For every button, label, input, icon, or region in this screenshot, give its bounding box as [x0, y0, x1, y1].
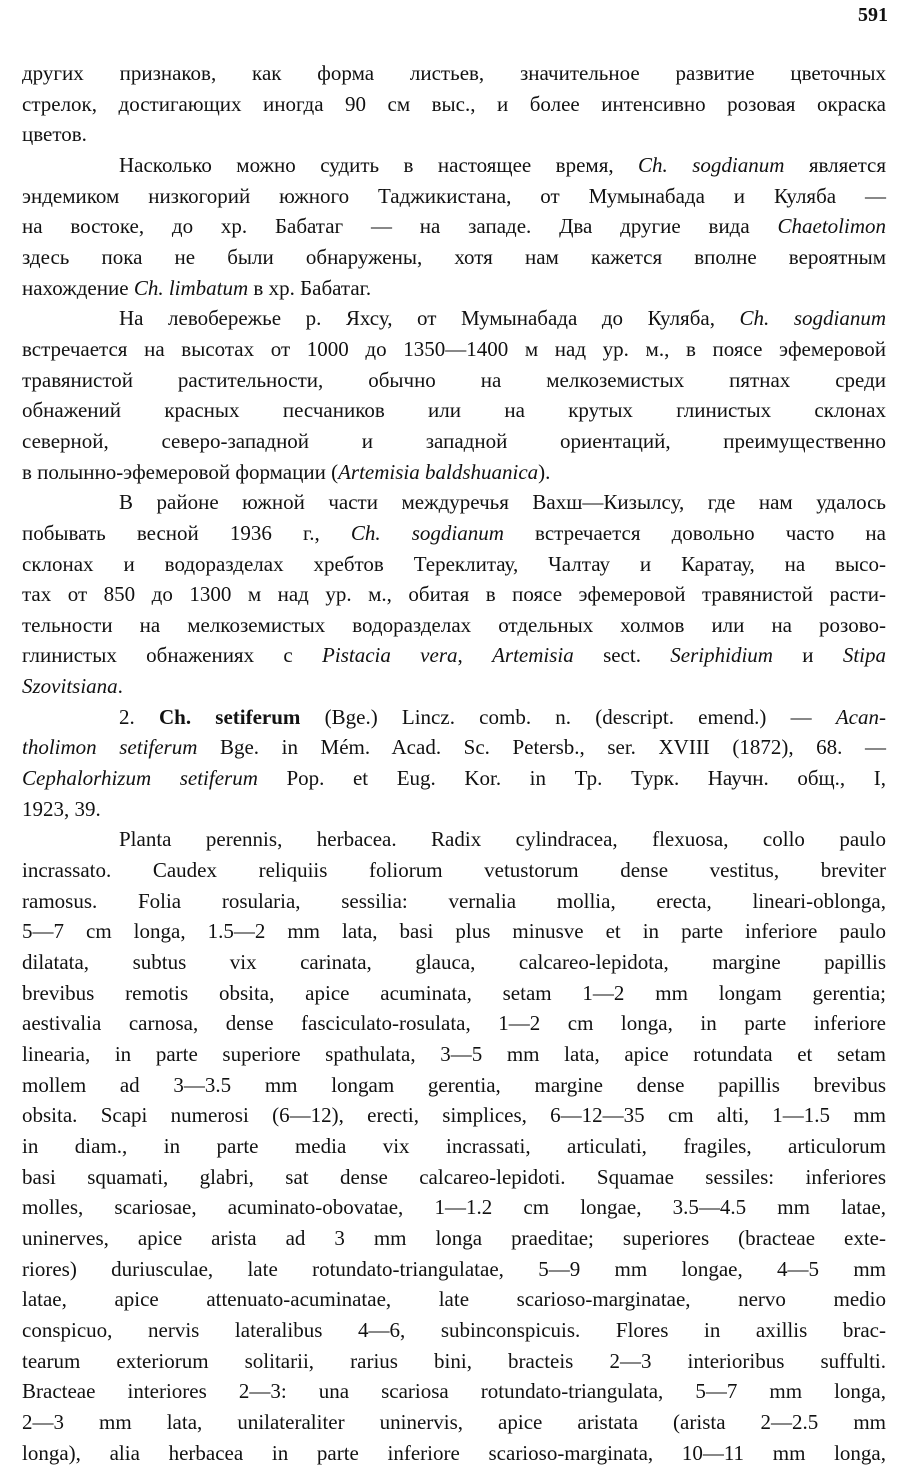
line-content	[22, 89, 886, 120]
bold-taxon: Ch. setiferum	[158, 704, 301, 729]
line-content	[22, 1223, 886, 1254]
text-line	[22, 211, 886, 242]
text-run: стрелок, достигающих иногда 90 см выс., и более интенсивно розовая окраска	[22, 91, 886, 116]
text-run: 2.	[119, 704, 159, 729]
text-run: В районе южной части междуречья Вахш—Кизылсу, где нам удалось	[119, 490, 886, 515]
text-line	[22, 1131, 886, 1162]
line-content	[22, 1100, 886, 1131]
line-content	[22, 579, 886, 610]
text-run: uninerves, apice arista ad 3 mm longa praeditae; superiores (bracteae exte-	[22, 1225, 886, 1250]
line-content	[22, 640, 886, 671]
text-run: latae, apice attenuato-acuminatae, late scarioso-marginatae, nervo medio	[22, 1287, 886, 1312]
text-run: brevibus remotis obsita, apice acuminata, setam 1—2 mm longam gerentia;	[22, 980, 886, 1005]
italic-taxon: Pistacia vera	[322, 643, 458, 668]
line-content	[22, 1162, 886, 1193]
line-content	[22, 1346, 886, 1377]
line-content	[22, 794, 101, 825]
text-line	[22, 855, 886, 886]
line-content	[22, 119, 87, 150]
text-line	[22, 1407, 886, 1438]
text-line	[22, 58, 886, 89]
text-line	[22, 242, 886, 273]
text-run: травянистой растительности, обычно на мелкоземистых пятнах среди	[22, 367, 886, 392]
text-line	[22, 1315, 886, 1346]
line-content	[22, 242, 886, 273]
text-line	[22, 947, 886, 978]
text-run: тах от 850 до 1300 м над ур. м., обитая в поясе эфемеровой травянистой расти-	[22, 582, 886, 607]
text-run: побывать весной 1936 г.,	[22, 520, 351, 545]
line-content	[22, 916, 886, 947]
text-run: incrassato. Caudex reliquiis foliorum vetustorum dense vestitus, breviter	[22, 858, 886, 883]
text-line	[22, 794, 886, 825]
line-content	[22, 426, 886, 457]
line-content	[22, 1407, 886, 1438]
italic-taxon: Stipa	[842, 643, 886, 668]
text-line	[22, 273, 886, 304]
text-run: Bracteae interiores 2—3: una scariosa rotundato-triangulata, 5—7 mm longa,	[22, 1379, 886, 1404]
text-run: basi squamati, glabri, sat dense calcareo-lepidoti. Squamae sessiles: inferiores	[22, 1164, 886, 1189]
text-line	[22, 334, 886, 365]
text-run: in diam., in parte media vix incrassati, articulati, fragiles, articulorum	[22, 1133, 886, 1158]
text-run: sect.	[573, 643, 671, 668]
line-content	[22, 549, 886, 580]
text-line	[22, 640, 886, 671]
text-run: dilatata, subtus vix carinata, glauca, calcareo-lepidota, margine papillis	[22, 950, 886, 975]
line-content	[22, 947, 886, 978]
text-line	[22, 671, 886, 702]
text-line	[22, 549, 886, 580]
line-content	[22, 978, 886, 1009]
text-line	[22, 610, 886, 641]
line-content	[22, 1284, 886, 1315]
line-content	[22, 1039, 886, 1070]
italic-taxon: Chaetolimon	[777, 214, 886, 239]
text-run: склонах и водоразделах хребтов Тереклитау, Чалтау и Каратау, на высо-	[22, 551, 886, 576]
text-run: северной, северо-западной и западной ориентаций, преимущественно	[22, 428, 886, 453]
text-run: tearum exteriorum solitarii, rarius bini, bracteis 2—3 interioribus suffulti.	[22, 1348, 886, 1373]
text-run: (Bge.) Lincz. comb. n. (descript. emend.) —	[300, 704, 836, 729]
text-line	[22, 886, 886, 917]
line-content	[119, 303, 886, 334]
text-line	[22, 395, 886, 426]
line-content	[22, 211, 886, 242]
text-run: molles, scariosae, acuminato-obovatae, 1—1.2 cm longae, 3.5—4.5 mm latae,	[22, 1195, 886, 1220]
text-line	[22, 1438, 886, 1469]
text-line	[22, 1008, 886, 1039]
line-content	[22, 457, 550, 488]
text-run: здесь пока не были обнаружены, хотя нам кажется вполне вероятным	[22, 244, 886, 269]
text-line	[22, 487, 886, 518]
text-line	[22, 1223, 886, 1254]
text-run: ramosus. Folia rosularia, sessilia: vernalia mollia, erecta, lineari-oblonga,	[22, 888, 886, 913]
line-content	[22, 732, 886, 763]
italic-taxon: Ch. sogdianum	[350, 520, 504, 545]
italic-taxon: Artemisia	[492, 643, 574, 668]
line-content	[22, 763, 886, 794]
text-line	[22, 1039, 886, 1070]
line-content	[119, 150, 886, 181]
line-content	[119, 702, 886, 733]
text-run: цветов.	[22, 122, 87, 147]
text-line	[22, 1192, 886, 1223]
text-run: linearia, in parte superiore spathulata, 3—5 mm lata, apice rotundata et setam	[22, 1042, 886, 1066]
text-run: и	[772, 643, 843, 668]
line-content	[22, 1438, 886, 1469]
line-content	[119, 487, 886, 518]
text-run: conspicuo, nervis lateralibus 4—6, subinconspicuis. Flores in axillis brac-	[22, 1317, 886, 1342]
line-content	[22, 1254, 886, 1285]
text-run: тельности на мелкоземистых водоразделах отдельных холмов или на розово-	[22, 612, 886, 637]
text-run: Planta perennis, herbacea. Radix cylindracea, flexuosa, collo paulo	[119, 827, 886, 852]
italic-taxon: Szovitsiana	[22, 674, 118, 699]
text-run: .	[117, 674, 123, 699]
text-line	[22, 1346, 886, 1377]
line-content	[22, 365, 886, 396]
italic-taxon: Acan-	[835, 704, 886, 729]
text-line	[22, 365, 886, 396]
line-content	[22, 1315, 886, 1346]
page-number: 591	[858, 4, 888, 26]
line-content	[22, 855, 886, 886]
line-content	[22, 1070, 886, 1101]
text-line	[22, 1162, 886, 1193]
italic-taxon: Ch. sogdianum	[638, 152, 785, 177]
text-run: в хр. Бабатаг.	[248, 275, 372, 300]
line-content	[22, 1376, 886, 1407]
line-content	[22, 1131, 886, 1162]
text-line	[22, 978, 886, 1009]
text-line	[22, 1100, 886, 1131]
text-run: riores) duriusculae, late rotundato-triangulatae, 5—9 mm longae, 4—5 mm	[22, 1256, 886, 1281]
text-line	[22, 1070, 886, 1101]
text-line	[22, 1254, 886, 1285]
line-content	[22, 1192, 886, 1223]
text-run: обнажений красных песчаников или на крутых глинистых склонах	[22, 398, 886, 423]
text-line	[22, 702, 886, 733]
italic-taxon: Seriphidium	[670, 643, 773, 668]
text-line	[22, 150, 886, 181]
text-run: в полынно-эфемеровой формации (	[22, 459, 339, 484]
line-content	[22, 181, 886, 212]
text-run: longa), alia herbacea in parte inferiore scarioso-marginata, 10—11 mm longa,	[22, 1440, 886, 1465]
italic-taxon: Ch. limbatum	[133, 275, 249, 300]
body-text	[22, 58, 886, 1468]
text-run: 2—3 mm lata, unilateraliter uninervis, apice aristata (arista 2—2.5 mm	[22, 1409, 886, 1434]
line-content	[22, 273, 371, 304]
text-run: mollem ad 3—3.5 mm longam gerentia, margine dense papillis brevibus	[22, 1072, 886, 1097]
text-run: Насколько можно судить в настоящее время,	[119, 152, 639, 177]
text-run: глинистых обнажениях с	[22, 643, 323, 668]
italic-taxon: Artemisia baldshuanica	[338, 459, 539, 484]
text-run: На левобережье р. Яхсу, от Мумынабада до Куляба,	[119, 306, 740, 331]
italic-taxon: Cephalorhizum setiferum	[22, 766, 258, 791]
line-content	[22, 886, 886, 917]
text-run: Bge. in Mém. Acad. Sc. Petersb., ser. XVIII (1872), 68. —	[197, 735, 886, 760]
text-line	[22, 426, 886, 457]
text-line	[22, 1284, 886, 1315]
text-run: нахождение	[22, 275, 134, 300]
line-content	[119, 824, 886, 855]
text-run: obsita. Scapi numerosi (6—12), erecti, simplices, 6—12—35 cm alti, 1—1.5 mm	[22, 1103, 886, 1128]
text-run: Pop. et Eug. Kor. in Тр. Турк. Научн. общ., I,	[257, 766, 886, 791]
italic-taxon: tholimon setiferum	[22, 735, 198, 760]
text-run: 5—7 cm longa, 1.5—2 mm lata, basi plus minusve et in parte inferiore paulo	[22, 919, 886, 944]
text-run: ,	[457, 643, 493, 668]
italic-taxon: Ch. sogdianum	[739, 306, 887, 331]
text-line	[22, 518, 886, 549]
line-content	[22, 518, 886, 549]
text-run: является	[784, 152, 886, 177]
line-content	[22, 334, 886, 365]
text-line	[22, 89, 886, 120]
text-run: эндемиком низкогорий южного Таджикистана, от Мумынабада и Куляба —	[22, 183, 886, 208]
text-run: встречается на высотах от 1000 до 1350—1400 м над ур. м., в поясе эфемеровой	[22, 336, 886, 361]
text-line	[22, 119, 886, 150]
line-content	[22, 671, 123, 702]
text-line	[22, 763, 886, 794]
text-run: ).	[538, 459, 551, 484]
text-line	[22, 1376, 886, 1407]
line-content	[22, 1008, 886, 1039]
text-line	[22, 732, 886, 763]
text-run: 1923, 39.	[22, 796, 101, 821]
text-line	[22, 824, 886, 855]
line-content	[22, 610, 886, 641]
text-run: встречается довольно часто на	[503, 520, 886, 545]
line-content	[22, 395, 886, 426]
text-line	[22, 579, 886, 610]
text-run: на востоке, до хр. Бабатаг — на западе. Два другие вида	[22, 214, 778, 239]
line-content	[22, 58, 886, 89]
text-line	[22, 457, 886, 488]
text-run: aestivalia carnosa, dense fasciculato-rosulata, 1—2 cm longa, in parte inferiore	[22, 1011, 886, 1036]
text-line	[22, 181, 886, 212]
text-line	[22, 916, 886, 947]
text-run: других признаков, как форма листьев, значительное развитие цветочных	[22, 61, 886, 85]
text-line	[22, 303, 886, 334]
